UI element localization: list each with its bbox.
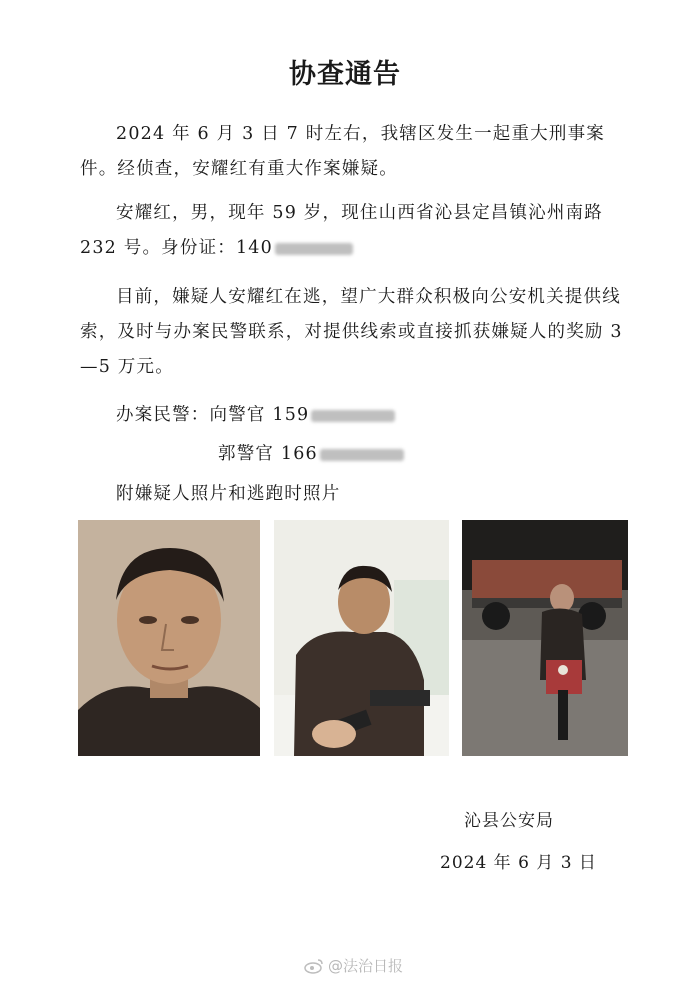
officer-line-1	[116, 401, 395, 426]
issuing-authority: 沁县公安局	[464, 811, 554, 831]
paragraph-incident	[80, 117, 640, 187]
officer-1-text: 向警官 159	[209, 405, 310, 425]
issue-date: 2024 年 6 月 3 日	[440, 853, 597, 873]
suspect-desk-photo	[274, 520, 449, 756]
paragraph-reward	[80, 280, 640, 385]
suspect-escape-photo	[462, 520, 628, 756]
officer-2-text: 郭警官 166	[218, 444, 318, 464]
weibo-icon	[304, 958, 324, 974]
notice-title: 协查通告	[289, 59, 401, 90]
watermark-text: @法治日报	[328, 957, 404, 975]
redacted-phone-1	[311, 410, 395, 422]
attachment-note: 附嫌疑人照片和逃跑时照片	[116, 484, 341, 504]
paragraph-suspect-info	[80, 196, 640, 266]
paragraph-incident-text: 2024 年 6 月 3 日 7 时左右，我辖区发生一起重大刑事案件。经侦查，安耀红有重大作案嫌疑。	[80, 124, 605, 179]
paragraph-suspect-text: 安耀红，男，现年 59 岁，现住山西省沁县定昌镇沁州南路 232 号。身份证：140	[80, 203, 603, 258]
suspect-portrait-photo	[78, 520, 260, 756]
redacted-id-number	[275, 243, 353, 255]
officer-label: 办案民警：	[116, 405, 210, 425]
officer-line-2	[218, 440, 404, 465]
watermark	[304, 955, 403, 976]
paragraph-reward-text: 目前，嫌疑人安耀红在逃，望广大群众积极向公安机关提供线索，及时与办案民警联系，对提供线索或直接抓获嫌疑人的奖励 3—5 万元。	[80, 287, 623, 377]
redacted-phone-2	[320, 449, 404, 461]
